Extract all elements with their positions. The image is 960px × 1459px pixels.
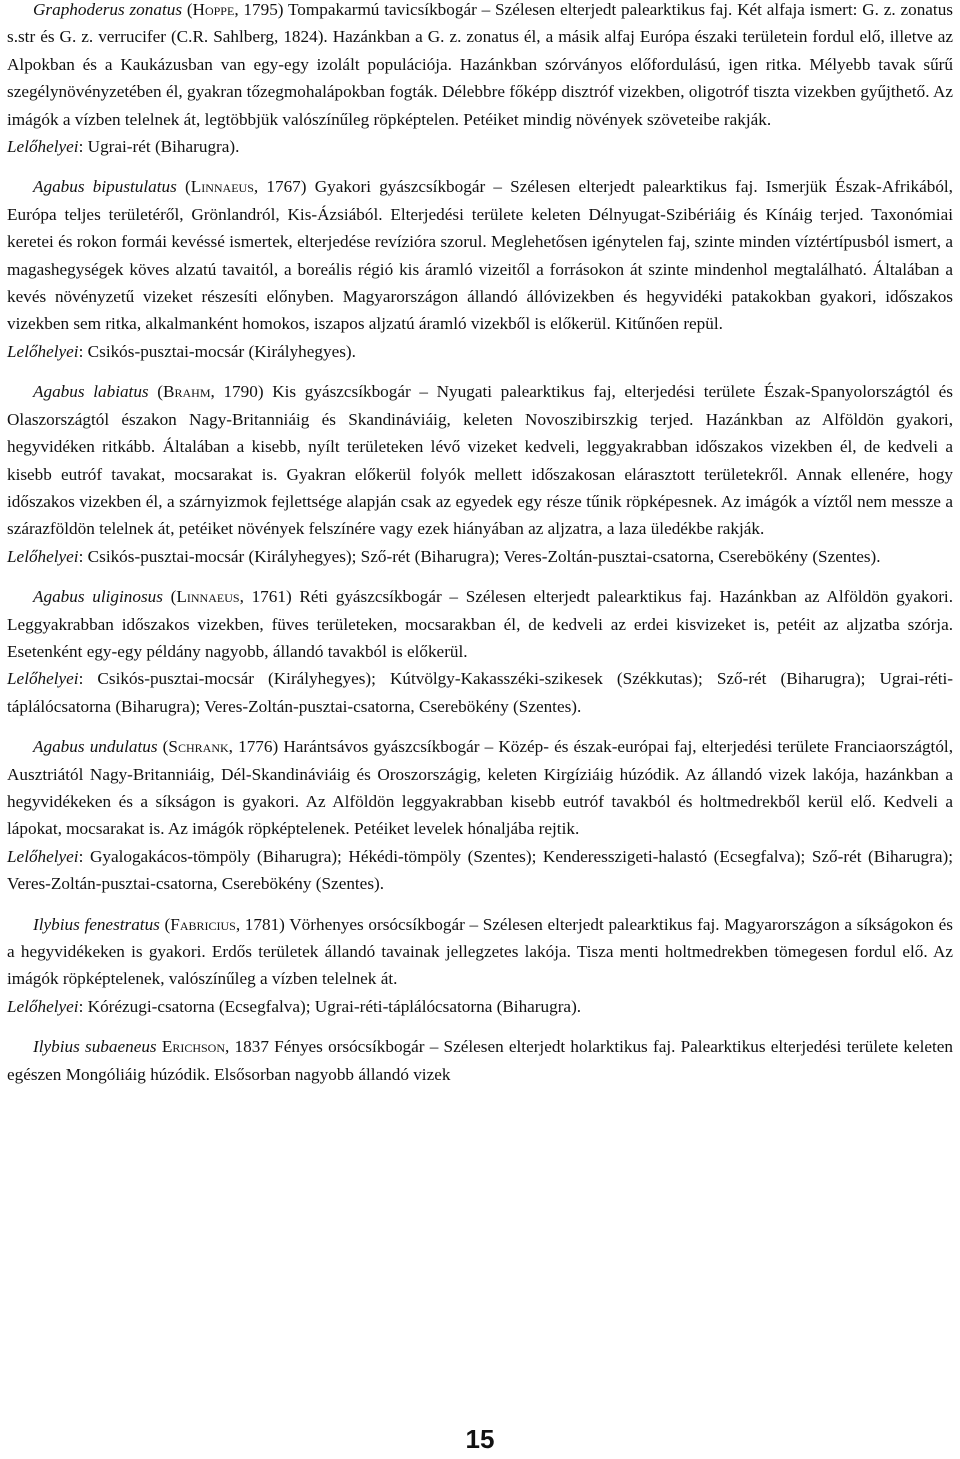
entry-paragraph: Agabus uliginosus (Linnaeus, 1761) Réti gyászcsíkbogár – Szélesen elterjedt palearktikus faj. Hazánkban az Alföldön gyakori. Leggyakrabban időszakos vizekben, füves területeken, mocsarakban él, de kedveli az erdei kisvizeket is, petéit az aljzatba szórja. Esetenként egy-egy példány nagyobb, állandó tavakból is előkerül.	[7, 587, 953, 661]
localities-label: Lelőhelyei	[7, 546, 79, 566]
species-entry	[7, 0, 953, 160]
species-name: Agabus uliginosus	[33, 587, 163, 607]
localities-text: : Csikós-pusztai-mocsár (Királyhegyes); Kútvölgy-Kakasszéki-szikesek (Székkutas); Sző-rét (Biharugra); Ugrai-réti-táplálócsatorna (Biharugra); Veres-Zoltán-pusztai-csatorna, Cserebökény (Szentes).	[7, 669, 953, 716]
entry-paragraph: Agabus labiatus (Brahm, 1790) Kis gyászcsíkbogár – Nyugati palearktikus faj, elterjedési területe Észak-Spanyolországtól és Olaszországtól északon Nagy-Britanniáig és Skandináviáig, keleten Novoszibirszkig terjed. Hazánkban az Alföldön gyakori, hegyvidéken ritkább. Általában a kisebb, nyílt területeken lévő vizeket kedveli, leggyakrabban időszakos vizekben él, de kedveli a kisebb eutróf tavakat, mocsarakat is. Gyakran előkerül folyók mellett időszakosan elárasztott területekről. Annak ellenére, hogy időszakos vizekben él, a szárnyizmok fejlettsége alapján csak az egyedek egy része tűnik röpképesnek. Az imágók a víztől nem messze a szárazföldön telelnek át, petéiket növények felszínére vagy ezek hiányában az aljzatra, a laza üledékbe rakják.	[7, 382, 953, 539]
species-entry	[7, 583, 953, 720]
document-page	[7, 0, 953, 1088]
localities	[7, 665, 953, 720]
author-name: Hoppe	[192, 0, 235, 19]
species-entry	[7, 1033, 953, 1088]
localities-label: Lelőhelyei	[7, 846, 79, 866]
localities-label: Lelőhelyei	[7, 341, 79, 361]
species-entry	[7, 733, 953, 897]
localities-text: : Gyalogakácos-tömpöly (Biharugra); Hékédi-tömpöly (Szentes); Kenderesszigeti-halastó (Ecsegfalva); Sző-rét (Biharugra); Veres-Zoltán-pusztai-csatorna, Cserebökény (Szentes).	[7, 846, 953, 894]
entry-paragraph: Graphoderus zonatus (Hoppe, 1795) Tompakarmú tavicsíkbogár – Szélesen elterjedt palearktikus faj. Két alfaja ismert: G. z. zonatus s.str és G. z. verrucifer (C.R. Sahlberg, 1824). Hazánkban a G. z. zonatus él, a másik alfaj Európa északi területein fordul elő, illetve az Alpokban és a Kaukázusban van egy-egy izolált populációja. Hazánkban szórványos előfordulású, igen ritka. Mélyebb tavak sűrű szegélynövényzetében él, gyakran tőzegmohalápokban fogták. Délebbre főképp disztróf vizekben, oligotróf tiszta vizekben gyűjthető. Az imágók a vízben telelnek át, legtöbbjük valószínűleg röpképtelen. Petéiket mindig növények szöveteibe rakják.	[7, 0, 953, 129]
species-entry	[7, 173, 953, 365]
species-entry	[7, 911, 953, 1021]
page-number: 15	[465, 1424, 495, 1454]
author-name: Fabricius	[170, 914, 236, 934]
entry-text: Harántsávos gyászcsíkbogár – Közép- és észak-európai faj, elterjedési területe Franciaországtól, Ausztriától Nagy-Britanniáig, Dél-Skandináviáig és Oroszországig, keleten Kirgíziáig húzódik. Az állandó vizek lakója, hazánkban a hegyvidékeken és a síkságon is gyakori. Az Alföldön leggyakrabban kisebb eutróf tavakból és holtmedrekből kerül elő. Kedveli a lápokat, mocsarakat is. Az imágók röpképtelenek. Petéiket levelek hónaljába rejtik.	[7, 737, 953, 839]
entry-text: Kis gyászcsíkbogár – Nyugati palearktikus faj, elterjedési területe Észak-Spanyolországtól és Olaszországtól északon Nagy-Britanniáig és Skandináviáig, keleten Novoszibirszkig terjed. Hazánkban az Alföldön gyakori, hegyvidéken ritkább. Általában a kisebb, nyílt területeken lévő vizeket kedveli, leggyakrabban időszakos vizekben él, de kedveli a kisebb eutróf tavakat, mocsarakat is. Gyakran előkerül folyók mellett időszakosan elárasztott területekről. Annak ellenére, hogy időszakos vizekben él, a szárnyizmok fejlettsége alapján csak az egyedek egy része tűnik röpképesnek. Az imágók a víztől nem messze a szárazföldön telelnek át, petéiket növények felszínére vagy ezek hiányában az aljzatra, a laza üledékbe rakják.	[7, 382, 953, 539]
entry-paragraph: Ilybius subaeneus Erichson, 1837 Fényes orsócsíkbogár – Szélesen elterjedt holarktikus faj. Palearktikus elterjedési területe keleten egészen Mongóliáig húzódik. Elsősorban nagyobb állandó vizek	[7, 1037, 954, 1084]
species-entry	[7, 378, 953, 570]
localities	[7, 338, 953, 365]
entry-text: Vörhenyes orsócsíkbogár – Szélesen elterjedt palearktikus faj. Magyarországon a síkságokon és a hegyvidékeken is gyakori. Erdős területek állandó tavainak jellegzetes lakója. Tisza menti holtmedrekben tömegesen fordul elő. Az imágók röpképtelenek, valószínűleg a vízben telelnek át.	[7, 914, 953, 989]
localities-label: Lelőhelyei	[7, 137, 79, 157]
species-name: Agabus labiatus	[33, 382, 149, 402]
localities-text: : Csikós-pusztai-mocsár (Királyhegyes); Sző-rét (Biharugra); Veres-Zoltán-pusztai-csatorna, Cserebökény (Szentes).	[78, 546, 881, 566]
localities-label: Lelőhelyei	[7, 669, 79, 689]
entry-text: Gyakori gyászcsíkbogár – Szélesen elterjedt palearktikus faj. Ismerjük Észak-Afrikából, Európa teljes területéről, Grönlandról, Kis-Ázsiából. Elterjedési területe keleten Délnyugat-Szibériáig és Kínáig terjed. Taxonómiai keretei és rokon formái kevéssé ismertek, elterjedése revízióra szorul. Meglehetősen igénytelen faj, szinte minden víztértípusból ismert, a magashegységek köves alzatú tavaitól, a boreális régió kis áramló vizeitől a forrásokon át szinte mindenhol megtalálható. Általában a kevés növényzetű vizeket részesíti előnyben. Magyarországon állandó állóvizekben és hegyvidéki patakokban gyakori, időszakos vizekben sem ritka, alkalmanként homokos, iszapos aljzatú áramló vizekből is előkerül. Kitűnően repül.	[7, 177, 953, 334]
author-name: Brahm	[163, 382, 211, 402]
author-name: Linnaeus	[190, 177, 254, 197]
author-name: Linnaeus	[176, 587, 240, 607]
localities-text: : Kórézugi-csatorna (Ecsegfalva); Ugrai-réti-táplálócsatorna (Biharugra).	[78, 996, 582, 1016]
entry-paragraph: Ilybius fenestratus (Fabricius, 1781) Vörhenyes orsócsíkbogár – Szélesen elterjedt palearktikus faj. Magyarországon a síkságokon és a hegyvidékeken is gyakori. Erdős területek állandó tavainak jellegzetes lakója. Tisza menti holtmedrekben tömegesen fordul elő. Az imágók röpképtelenek, valószínűleg a vízben telelnek át.	[7, 914, 953, 989]
species-name: Ilybius subaeneus	[33, 1037, 157, 1057]
localities-text: : Ugrai-rét (Biharugra).	[78, 137, 240, 157]
author-name: Erichson	[161, 1037, 226, 1057]
species-name: Graphoderus zonatus	[33, 0, 183, 19]
localities	[7, 843, 953, 898]
localities	[7, 133, 953, 160]
localities	[7, 543, 953, 570]
entry-paragraph: Agabus bipustulatus (Linnaeus, 1767) Gyakori gyászcsíkbogár – Szélesen elterjedt palearktikus faj. Ismerjük Észak-Afrikából, Európa teljes területéről, Grönlandról, Kis-Ázsiából. Elterjedési területe keleten Délnyugat-Szibériáig és Kínáig terjed. Taxonómiai keretei és rokon formái kevéssé ismertek, elterjedése revízióra szorul. Meglehetősen igénytelen faj, szinte minden víztértípusból ismert, a magashegységek köves alzatú tavaitól, a boreális régió kis áramló vizeitől a forrásokon át szinte mindenhol megtalálható. Általában a kevés növényzetű vizeket részesíti előnyben. Magyarországon állandó állóvizekben és hegyvidéki patakokban gyakori, időszakos vizekben sem ritka, alkalmanként homokos, iszapos aljzatú áramló vizekből is előkerül. Kitűnően repül.	[7, 177, 953, 334]
localities	[7, 993, 953, 1020]
entry-text: Fényes orsócsíkbogár – Szélesen elterjedt holarktikus faj. Palearktikus elterjedési területe keleten egészen Mongóliáig húzódik. Elsősorban nagyobb állandó vizek	[7, 1037, 954, 1084]
species-name: Agabus undulatus	[33, 737, 158, 757]
entry-paragraph: Agabus undulatus (Schrank, 1776) Harántsávos gyászcsíkbogár – Közép- és észak-európai faj, elterjedési területe Franciaországtól, Ausztriától Nagy-Britanniáig, Dél-Skandináviáig és Oroszországig, keleten Kirgíziáig húzódik. Az állandó vizek lakója, hazánkban a hegyvidékeken és a síkságon is gyakori. Az Alföldön leggyakrabban kisebb eutróf tavakból és holtmedrekből kerül elő. Kedveli a lápokat, mocsarakat is. Az imágók röpképtelenek. Petéiket levelek hónaljába rejtik.	[7, 737, 953, 839]
species-name: Agabus bipustulatus	[33, 177, 177, 197]
localities-text: : Csikós-pusztai-mocsár (Királyhegyes).	[78, 341, 356, 361]
entry-text: Tompakarmú tavicsíkbogár – Szélesen elterjedt palearktikus faj. Két alfaja ismert: G. z. zonatus s.str és G. z. verrucifer (C.R. Sahlberg, 1824). Hazánkban a G. z. zonatus él, a másik alfaj Európa északi területein fordul elő, illetve az Alpokban és a Kaukázusban van egy-egy izolált populációja. Hazánkban szórványos előfordulású, igen ritka. Mélyebb tavak sűrű szegélynövényzetében él, gyakran tőzegmohalápokban fogták. Délebbre főképp disztróf vizekben, oligotróf tiszta vizekben gyűjthető. Az imágók a vízben telelnek át, legtöbbjük valószínűleg röpképtelen. Petéiket mindig növények szöveteibe rakják.	[7, 0, 953, 129]
entry-text: Réti gyászcsíkbogár – Szélesen elterjedt palearktikus faj. Hazánkban az Alföldön gyakori. Leggyakrabban időszakos vizekben, füves területeken, mocsarakban él, de kedveli az erdei kisvizeket is, petéit az aljzatba szórja. Esetenként egy-egy példány nagyobb, állandó tavakból is előkerül.	[7, 587, 953, 661]
species-name: Ilybius fenestratus	[33, 914, 160, 934]
localities-label: Lelőhelyei	[7, 996, 79, 1016]
author-name: Schrank	[168, 737, 229, 757]
